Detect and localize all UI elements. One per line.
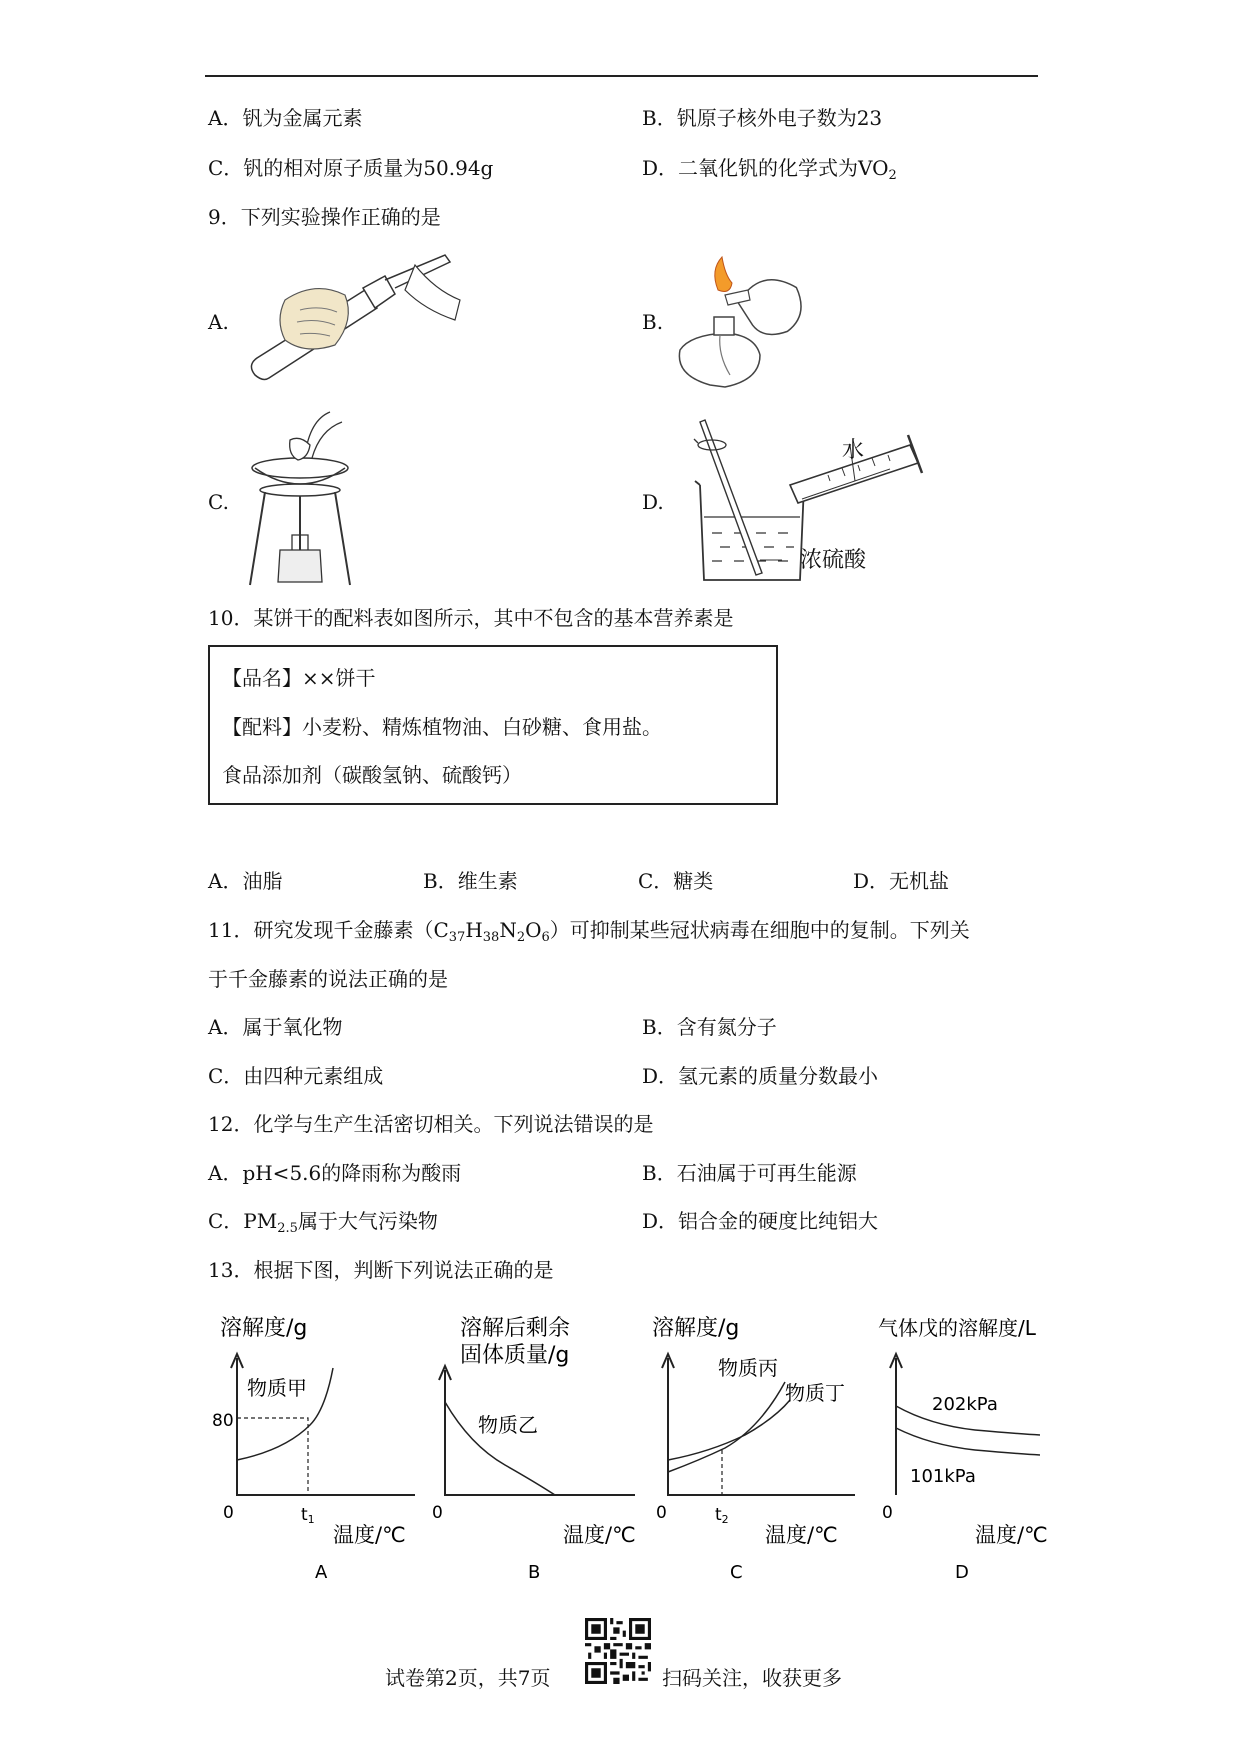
chart-b-origin: 0 bbox=[432, 1503, 443, 1523]
q8-option-d: D．二氧化钒的化学式为$VO_2$ bbox=[642, 156, 897, 183]
chart-b bbox=[430, 1310, 640, 1583]
q9-option-a: A. bbox=[208, 310, 229, 334]
q9c-evaporation-illustration bbox=[250, 410, 360, 590]
chart-b-tag: B bbox=[528, 1562, 541, 1583]
chart-a-guide bbox=[237, 1418, 308, 1495]
q11-option-d: D．氢元素的质量分数最小 bbox=[642, 1064, 879, 1088]
chart-d-ylabel: 气体戊的溶解度/L bbox=[878, 1316, 1036, 1340]
q9-option-b: B. bbox=[642, 310, 664, 334]
chart-a-xmark: t1 bbox=[301, 1505, 315, 1526]
q12-option-d: D．铝合金的硬度比纯铝大 bbox=[642, 1209, 879, 1233]
chart-c-curve-2 bbox=[668, 1400, 790, 1460]
q13-stem: 13．根据下图，判断下列说法正确的是 bbox=[208, 1258, 554, 1282]
chart-c-curve-2-label: 物质丁 bbox=[785, 1381, 845, 1405]
chart-d-tag: D bbox=[955, 1562, 969, 1583]
q8-option-a: A．钒为金属元素 bbox=[208, 106, 363, 130]
chart-b-ylabel-1: 溶解后剩余 bbox=[460, 1316, 571, 1341]
q10-option-c: C．糖类 bbox=[638, 869, 714, 893]
q10-option-a: A．油脂 bbox=[208, 869, 283, 893]
q9d-water-label: 水 bbox=[842, 438, 865, 463]
chart-d-curve-2-label: 101kPa bbox=[910, 1466, 976, 1487]
chart-d-curve-2 bbox=[896, 1428, 1040, 1455]
chart-b-ylabel-2: 固体质量/g bbox=[460, 1343, 570, 1368]
chart-c-curve-1 bbox=[668, 1382, 785, 1472]
chart-c bbox=[650, 1310, 860, 1583]
q12-option-c: C．$PM_{2.5}$属于大气污染物 bbox=[208, 1209, 438, 1236]
chart-c-xmark: t2 bbox=[715, 1505, 729, 1526]
scan-promo: 扫码关注，收获更多 bbox=[662, 1666, 842, 1690]
q9-option-c: C. bbox=[208, 490, 229, 514]
chart-b-curve-label: 物质乙 bbox=[478, 1413, 538, 1437]
q10-option-d: D．无机盐 bbox=[853, 869, 950, 893]
chart-d-xlabel: 温度/℃ bbox=[975, 1523, 1048, 1547]
q12-stem: 12．化学与生产生活密切相关。下列说法错误的是 bbox=[208, 1112, 654, 1136]
q8-option-c: C．钒的相对原子质量为50.94g bbox=[208, 156, 494, 180]
q9-option-d: D. bbox=[642, 490, 664, 514]
chart-a-origin: 0 bbox=[223, 1503, 234, 1523]
chart-c-xlabel: 温度/℃ bbox=[765, 1523, 838, 1547]
q12-option-b: B．石油属于可再生能源 bbox=[642, 1161, 857, 1185]
q10-option-b: B．维生素 bbox=[423, 869, 518, 893]
page-number: 试卷第2页，共7页 bbox=[385, 1666, 551, 1690]
q9d-acid-label: 浓硫酸 bbox=[800, 548, 867, 573]
chart-c-ylabel: 溶解度/g bbox=[652, 1316, 740, 1341]
chart-a-ylabel: 溶解度/g bbox=[220, 1316, 308, 1341]
q9-stem: 9．下列实验操作正确的是 bbox=[208, 205, 441, 229]
q9b-alcohol-lamp-illustration bbox=[670, 255, 810, 395]
ingredient-line-2: 【配料】小麦粉、精炼植物油、白砂糖、食用盐。 bbox=[222, 715, 662, 739]
chart-c-origin: 0 bbox=[656, 1503, 667, 1523]
q11-stem-line-2: 于千金藤素的说法正确的是 bbox=[208, 967, 448, 991]
q11-option-c: C．由四种元素组成 bbox=[208, 1064, 384, 1088]
chart-b-xlabel: 温度/℃ bbox=[563, 1523, 636, 1547]
ingredient-line-3: 食品添加剂（碳酸氢钠、硫酸钙） bbox=[222, 763, 522, 787]
ingredient-line-1: 【品名】××饼干 bbox=[222, 666, 376, 690]
q9a-test-tube-illustration bbox=[245, 250, 465, 390]
chart-a-yval: 80 bbox=[212, 1411, 234, 1431]
q11-stem-line-1: 11．研究发现千金藤素$(C_{37}H_{38}N_2O_6)$可抑制某些冠状病毒在细胞中的复制。下列关 bbox=[208, 918, 970, 945]
q11-option-b: B．含有氮分子 bbox=[642, 1015, 777, 1039]
chart-c-curve-1-label: 物质丙 bbox=[718, 1356, 778, 1380]
header-rule bbox=[205, 75, 1038, 77]
qr-code-icon[interactable] bbox=[585, 1618, 651, 1684]
chart-c-tag: C bbox=[730, 1562, 743, 1583]
q8-option-b: B．钒原子核外电子数为23 bbox=[642, 106, 883, 130]
q10-stem: 10．某饼干的配料表如图所示，其中不包含的基本营养素是 bbox=[208, 606, 734, 630]
chart-a-xlabel: 温度/℃ bbox=[333, 1523, 406, 1547]
chart-b-axes bbox=[445, 1370, 635, 1495]
chart-d bbox=[870, 1310, 1070, 1583]
chart-a bbox=[212, 1310, 406, 1583]
chart-a-curve-label: 物质甲 bbox=[247, 1376, 307, 1400]
chart-d-origin: 0 bbox=[882, 1503, 893, 1523]
chart-a-tag: A bbox=[315, 1562, 328, 1583]
q12-option-a: A．pH<5.6的降雨称为酸雨 bbox=[208, 1161, 462, 1185]
chart-d-curve-1-label: 202kPa bbox=[932, 1394, 998, 1415]
q11-option-a: A．属于氧化物 bbox=[208, 1015, 343, 1039]
